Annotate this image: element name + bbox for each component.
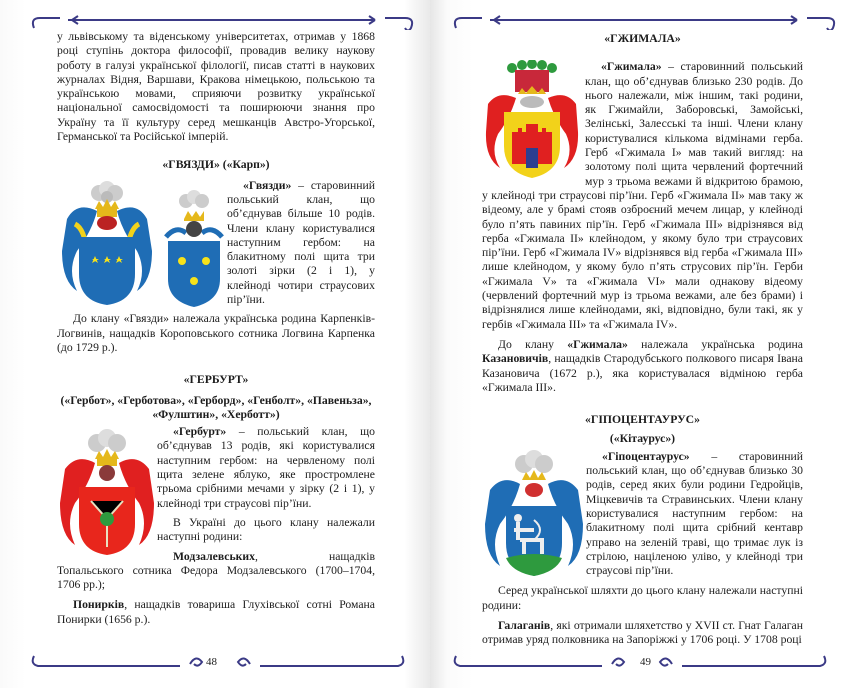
gzhymala-section: [482, 32, 803, 395]
gvyazdy-text: – старовинний польський клан, що об’єднував більше 10 родів. Члени клану користувалися наступним гербом: на блакитному полі щита три золоті зірки (2 і 1), у клейноді чотири страусових пір’їни.: [227, 178, 375, 307]
gzhymala-text: – старовинний польський клан, що об’єднував близько 230 родів. До нього належали, між іншим, такі родини, як Гжимайли, Заборовські, Замойські, Зелінські, Залесські та інші. Члени клану користувалися кількома відмінами герба. Герб «Гжимала І» мав такий вигляд: на золотому полі щита червлений фортечний мур з трьома вежами й відкритою брамою, у клейноді три страусові пір’їни. Герб «Гжимала ІІ» мав таку ж відеому, але у брамі стояв озброєний мечем лицар, у клейноді було п’ять павиних пір’їн. Герб «Гжимала ІІІ» відрізнявся від герба «Гжимала ІІ» клейнодом, у якому було три страусових пір’їни. Герб «Гжимала IV» відрізнявся від герба «Гжимала ІІІ» лише клейнодом, у якому було п’ять струсових пір’їн. Герби «Гжимала V» та «Гжимала VI» мали однакову відеому (червлений фортечний мур із трьома вежами, але без брами) і відрізнялися лише клейнодами, які, відповідно, були такі, як у гербів «Гжимала ІІІ» та «Гжимала IV».: [482, 60, 803, 331]
hipocentaurus-section: [482, 395, 803, 647]
family-name: Галаганів: [498, 618, 551, 632]
top-ornament: [452, 8, 837, 30]
bottom-ornament: [30, 650, 410, 674]
text: До клану: [498, 337, 568, 351]
family-ponyrky: [57, 598, 375, 627]
hipocentaurus-families-intro: Серед української шляхти до цього клану належали наступні родини:: [482, 584, 803, 612]
intro-paragraph: [57, 30, 375, 144]
family-halahan: [482, 619, 803, 648]
family-name: Казановичів: [482, 352, 549, 366]
herburt-text: – польський клан, що об’єднував 13 родів, які користувалися наступним гербом: на червленому полі щита зелене яблуко, яке простромлене трьома срібними мечами у зірку (2 і 1), у клейноді три страусові пір’їни.: [157, 425, 375, 510]
page-footer: [482, 648, 803, 688]
herburt-coat-of-arms: [57, 429, 157, 559]
family-text: , нащадків Топальського сотника Федора Модзалевського (1700–1704, 1706 рр.);: [57, 549, 375, 592]
gvyazdy-families: До клану «Гвязди» належала українська родина Карпенків-Логвинів, нащадків Короповського сотника Логвина Карпенка (до 1729 р.).: [57, 312, 375, 354]
herburt-name: «Гербурт»: [173, 425, 227, 439]
hipocentaurus-name: «Гіпоцентаурус»: [602, 449, 690, 463]
text: належала українська родина: [627, 337, 803, 351]
top-ornament: [30, 8, 415, 30]
text: , нащадків Стародубського полкового писаря Івана Казановича (1672 р.), яка користувалася відміною герба «Гжимала ІІІ».: [482, 352, 803, 394]
gzhymala-coat-of-arms: [482, 60, 585, 182]
right-page: [430, 0, 861, 688]
gvyazdy-heading: «ГВЯЗДИ» («Карп»): [162, 158, 270, 172]
gzhymala-name: «Гжимала»: [601, 60, 662, 74]
clan-name: «Гжимала»: [567, 337, 628, 351]
herburt-heading: «ГЕРБУРТ»: [183, 373, 249, 387]
gvyazdy-name: «Гвязди»: [243, 178, 292, 192]
left-page-content: [57, 30, 375, 627]
family-name: Понирків: [73, 598, 125, 612]
page-number: 49: [640, 655, 651, 668]
hipocentaurus-heading: «ГІПОЦЕНТАУРУС»: [585, 413, 700, 427]
intro-text: у львівському та віденському університетах, отримав у 1868 році ступінь доктора философії, провадив велику наукову роботу в галузі української філології, писав статті в наукових журналах Відня, Варшави, Кракова німецькою, польською та українською мовами, сприяючи розвитку української національної самосвідомості та поширюючи знання про Україну та її культуру серед мешканців Австро-Угорської, Германської та Російської імперій.: [57, 30, 375, 144]
left-page: [0, 0, 430, 688]
hipocentaurus-coat-of-arms: [482, 450, 586, 580]
gvyazdy-section: [57, 144, 375, 355]
hipocentaurus-subheading: («Кітаурус»): [609, 432, 676, 446]
page-number: 48: [206, 655, 217, 668]
family-name: Модзалевських: [173, 549, 255, 563]
hipocentaurus-text: – старовинний польський клан, що об’єднував близько 30 родів, серед яких були родини Гедройців, Міцкевичів та Стравинських. Члени клану користувалися наступним гербом: на блакитному полі щита срібний кентавр управо на зеленій траві, що тримає лук із стрілою, націленою уліво, у клейноді три страусові пір’їни.: [586, 449, 803, 578]
family-text: , нащадків товариша Глухівської сотні Романа Понирки (1656 р.).: [57, 598, 375, 626]
family-text: , які отримали шляхетство у XVII ст. Гнат Галаган отримав уряд полковника на Запоріжжі у 1706 році. У 1708 році: [482, 618, 803, 647]
gvyazdy-coat-of-arms: [57, 179, 227, 309]
gzhymala-heading: «ГЖИМАЛА»: [604, 32, 681, 45]
herburt-section: [57, 355, 375, 627]
right-page-content: [482, 30, 803, 648]
gzhymala-families: [482, 338, 803, 395]
herburt-subheading: («Гербот», «Герботова», «Герборд», «Генболт», «Павеньза», «Фулштин», «Херботт»): [60, 393, 372, 421]
page-footer: [57, 648, 375, 688]
herburt-families-intro: В Україні до цього клану належали наступні родини:: [157, 515, 375, 544]
